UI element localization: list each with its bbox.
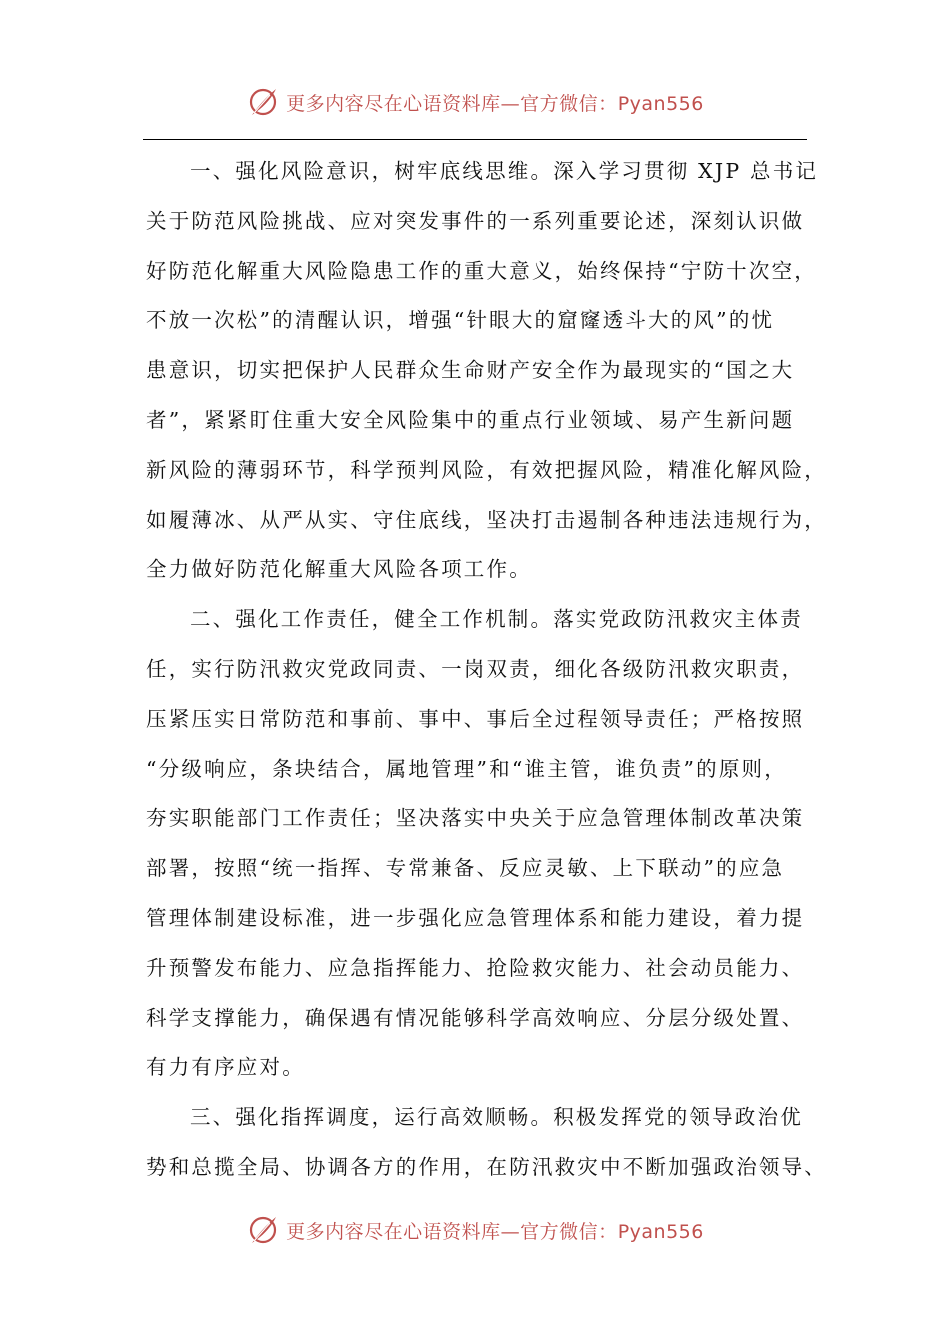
header-banner-handle: Pyan556	[617, 92, 704, 115]
text-line: 夯实职能部门工作责任；坚决落实中央关于应急管理体制改革决策	[146, 806, 805, 831]
footer-banner-text	[286, 1217, 704, 1244]
text-line: 势和总揽全局、协调各方的作用，在防汛救灾中不断加强政治领导、	[146, 1154, 827, 1179]
text-line: 患意识，切实把保护人民群众生命财产安全作为最现实的“国之大	[146, 358, 795, 383]
text-line: 新风险的薄弱环节，科学预判风险，有效把握风险，精准化解风险，	[146, 457, 827, 482]
footer-banner	[0, 1208, 950, 1252]
text-line: 压紧压实日常防范和事前、事中、事后全过程领导责任；严格按照	[146, 706, 805, 731]
quill-logo-icon	[246, 1213, 280, 1247]
header-banner-text	[286, 89, 704, 116]
text-line: 二、强化工作责任，健全工作机制。落实党政防汛救灾主体责	[190, 607, 803, 632]
text-line: 一、强化风险意识，树牢底线思维。深入学习贯彻 XJP 总书记	[190, 159, 819, 183]
header-banner	[0, 80, 950, 124]
text-line: 如履薄冰、从严从实、守住底线，坚决打击遏制各种违法违规行为，	[146, 507, 827, 532]
footer-banner-dash: —	[500, 1220, 521, 1243]
text-line: 不放一次松”的清醒认识，增强“针眼大的窟窿透斗大的风”的忧	[146, 308, 775, 333]
text-line: “分级响应，条块结合，属地管理”和“谁主管，谁负责”的原则，	[146, 756, 787, 781]
header-banner-official: 官方微信：	[520, 92, 618, 115]
text-line: 关于防范风险挑战、应对突发事件的一系列重要论述，深刻认识做	[146, 208, 805, 233]
text-line: 管理体制建设标准，进一步强化应急管理体系和能力建设，着力提	[146, 905, 805, 930]
quill-logo-icon	[246, 85, 280, 119]
footer-banner-official: 官方微信：	[520, 1220, 618, 1243]
text-line: 者”，紧紧盯住重大安全风险集中的重点行业领域、易产生新问题	[146, 407, 795, 432]
footer-banner-title: 更多内容尽在心语资料库	[286, 1220, 501, 1243]
text-line: 部署，按照“统一指挥、专常兼备、反应灵敏、上下联动”的应急	[146, 856, 785, 881]
text-line: 三、强化指挥调度，运行高效顺畅。积极发挥党的领导政治优	[190, 1105, 803, 1130]
header-banner-dash: —	[500, 92, 521, 115]
text-line: 任，实行防汛救灾党政同责、一岗双责，细化各级防汛救灾职责，	[146, 656, 805, 681]
text-line: 好防范化解重大风险隐患工作的重大意义，始终保持“宁防十次空，	[146, 258, 817, 283]
text-line: 科学支撑能力，确保遇有情况能够科学高效响应、分层分级处置、	[146, 1005, 805, 1030]
header-banner-title: 更多内容尽在心语资料库	[286, 92, 501, 115]
text-line: 有力有序应对。	[146, 1055, 305, 1080]
document-body	[146, 147, 827, 1193]
text-line: 升预警发布能力、应急指挥能力、抢险救灾能力、社会动员能力、	[146, 955, 805, 980]
footer-banner-handle: Pyan556	[617, 1220, 704, 1243]
text-line: 全力做好防范化解重大风险各项工作。	[146, 557, 532, 582]
header-rule	[143, 139, 807, 140]
